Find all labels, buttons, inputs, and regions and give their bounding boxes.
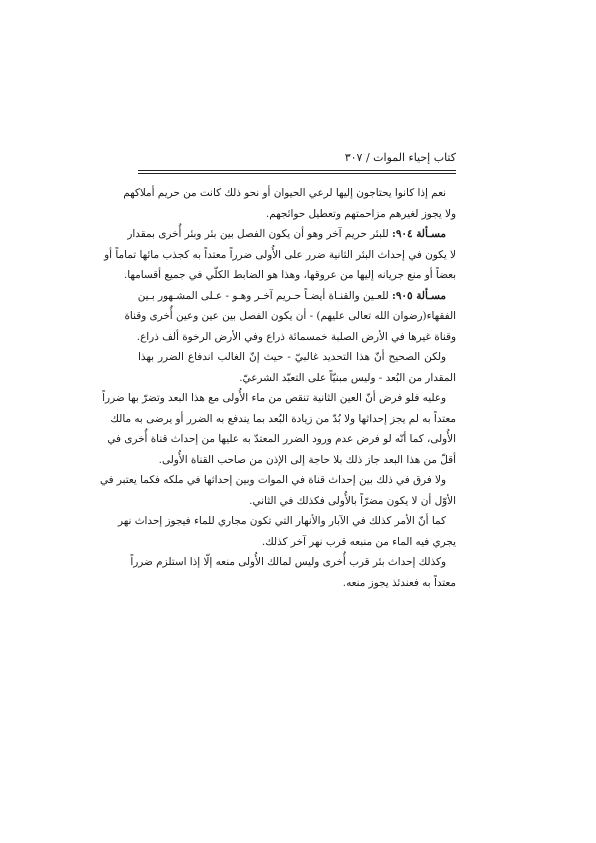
line-text: نعم إذا كانوا يحتاجون إليها لرعي الحيوان أو نحو ذلك كانت من حريم أملاكهم bbox=[123, 187, 446, 199]
line-text: الفقهاء(رضوان الله تعالى عليهم) - أن يكون الفصل بين عين وعين أُخرى وقناة bbox=[124, 310, 456, 322]
book-title: كتاب إحياء الموات bbox=[373, 151, 456, 164]
line-text: ولا فرق في ذلك بين إحداث قناة في الموات وبين إحداثها في ملكه فكما يعتبر في bbox=[99, 474, 446, 486]
header-separator: / bbox=[365, 151, 370, 164]
text-line bbox=[138, 573, 456, 594]
text-line bbox=[118, 511, 456, 532]
text-line bbox=[138, 327, 456, 348]
line-text: معتداً به فعندئذ يجوز منعه. bbox=[342, 576, 456, 589]
line-text: بعضاً أو منع جريانه إليها من عروقها، وهذا هو الضابط الكلّي في جميع أقسامها. bbox=[123, 269, 456, 281]
line-text: وكذلك إحداث بئر قرب أُخرى وليس لمالك الأُولى منعه إلّا إذا استلزم ضرراً bbox=[130, 556, 446, 568]
running-header bbox=[138, 151, 456, 170]
header-rule bbox=[138, 170, 456, 174]
text-line bbox=[124, 306, 456, 327]
line-text: لا يكون في إحداث البئر الثانية ضرر على الأُولى ضرراً معتداً به كجذب مائها تماماً أو bbox=[104, 248, 456, 261]
line-text: أقلّ من هذا البعد جاز ذلك بلا حاجة إلى الإذن من صاحب القناة الأُولى. bbox=[158, 453, 456, 466]
line-text: للعـين والقنـاة أيضـاً حـريم آخـر وهـو - عـلى المشـهور بـين bbox=[137, 289, 392, 302]
text-line bbox=[123, 183, 456, 204]
text-line bbox=[138, 491, 456, 512]
text-line bbox=[102, 388, 456, 409]
text-line bbox=[130, 552, 456, 573]
text-line bbox=[138, 450, 456, 471]
line-text: وقناة غيرها في الأرض الصلبة خمسمائة ذراع وفي الأرض الرخوة ألف ذراع. bbox=[136, 330, 456, 343]
page-number: ٣٠٧ bbox=[344, 151, 363, 164]
line-text: ولا يجوز لغيرهم مزاحمتهم وتعطيل حوائجهم. bbox=[265, 207, 456, 220]
text-line bbox=[138, 347, 456, 368]
text-line bbox=[123, 265, 456, 286]
text-line bbox=[138, 532, 456, 553]
text-line bbox=[99, 470, 456, 491]
line-text: المقدار من البُعد - وليس مبنيّاً على التعبّد الشرعيّ. bbox=[239, 371, 456, 384]
text-line bbox=[138, 204, 456, 225]
line-text: وعليه فلو فرض أنّ العين الثانية تنقص من ماء الأُولى مع هذا البعد وتضرّ بها ضرراً bbox=[102, 392, 446, 404]
text-line bbox=[138, 368, 456, 389]
issue-heading: مسـألة ٩٠٥: bbox=[392, 289, 446, 302]
header-title-group bbox=[345, 151, 456, 165]
line-text: الأوّل أن لا يكون مضرّاً بالأُولى فكذلك في الثاني. bbox=[249, 494, 456, 507]
line-text: للبئر حريم آخر وهو أن يكون الفصل بين بئر وبئر أُخرى بمقدار bbox=[127, 228, 392, 240]
text-line bbox=[104, 245, 456, 266]
line-text: ولكن الصحيح أنّ هذا التحديد غالبيّ - حيث إنّ الغالب اندفاع الضرر بهذا bbox=[138, 351, 446, 363]
line-text: الأُولى، كما أنّه لو فرض عدم ورود الضرر المعتدّ به عليها من إحداث قناة أُخرى في bbox=[107, 433, 456, 445]
line-text: كما أنّ الأمر كذلك في الآبار والأنهار التي تكون مجاري للماء فيجوز إحداث نهر bbox=[118, 515, 446, 527]
issue-heading: مسـألة ٩٠٤: bbox=[392, 228, 446, 240]
text-line bbox=[127, 224, 456, 245]
line-text: يجري فيه الماء من منبعه قرب نهر آخر كذلك. bbox=[261, 535, 456, 548]
text-line bbox=[110, 409, 456, 430]
body-text bbox=[99, 183, 456, 593]
text-line bbox=[138, 286, 456, 307]
page bbox=[99, 151, 456, 593]
line-text: معتداً به لم يجز إحداثها ولا بُدّ من زيادة البُعد بما يندفع به الضرر أو يرضى به مالك bbox=[110, 412, 456, 425]
text-line bbox=[107, 429, 456, 450]
